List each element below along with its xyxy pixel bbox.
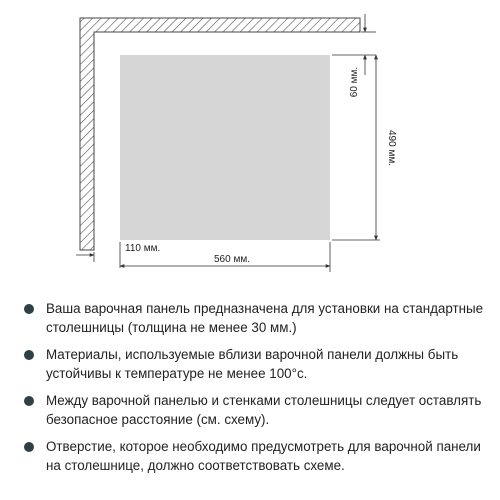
note-text: Материалы, используемые вблизи варочной панели должны быть устойчивы к температуре не менее 100°с. [46,347,459,381]
note-item [22,300,492,337]
note-item [22,392,492,429]
dim-label-left-gap: 110 мм. [125,243,161,254]
note-text: Ваша варочная панель предназначена для установки на стандартные столешницы (толщина не менее 30 мм.) [46,301,484,335]
note-text: Между варочной панелью и стенками столешницы следует оставлять безопасное расстояние (см. схему). [46,393,482,427]
dim-label-height: 490 мм. [386,130,397,166]
bullet-icon [24,304,34,314]
installation-notes [22,300,492,484]
dim-label-width: 560 мм. [214,254,250,265]
bullet-icon [24,396,34,406]
hob-cutout [120,55,330,240]
bullet-icon [24,442,34,452]
note-item [22,346,492,383]
dim-label-top-gap: 60 мм. [349,66,360,98]
note-text: Отверстие, которое необходимо предусмотреть для варочной панели на столешнице, должно соответствовать схеме. [46,439,481,473]
bullet-icon [24,350,34,360]
note-item [22,438,492,475]
dimension-height [332,55,397,240]
